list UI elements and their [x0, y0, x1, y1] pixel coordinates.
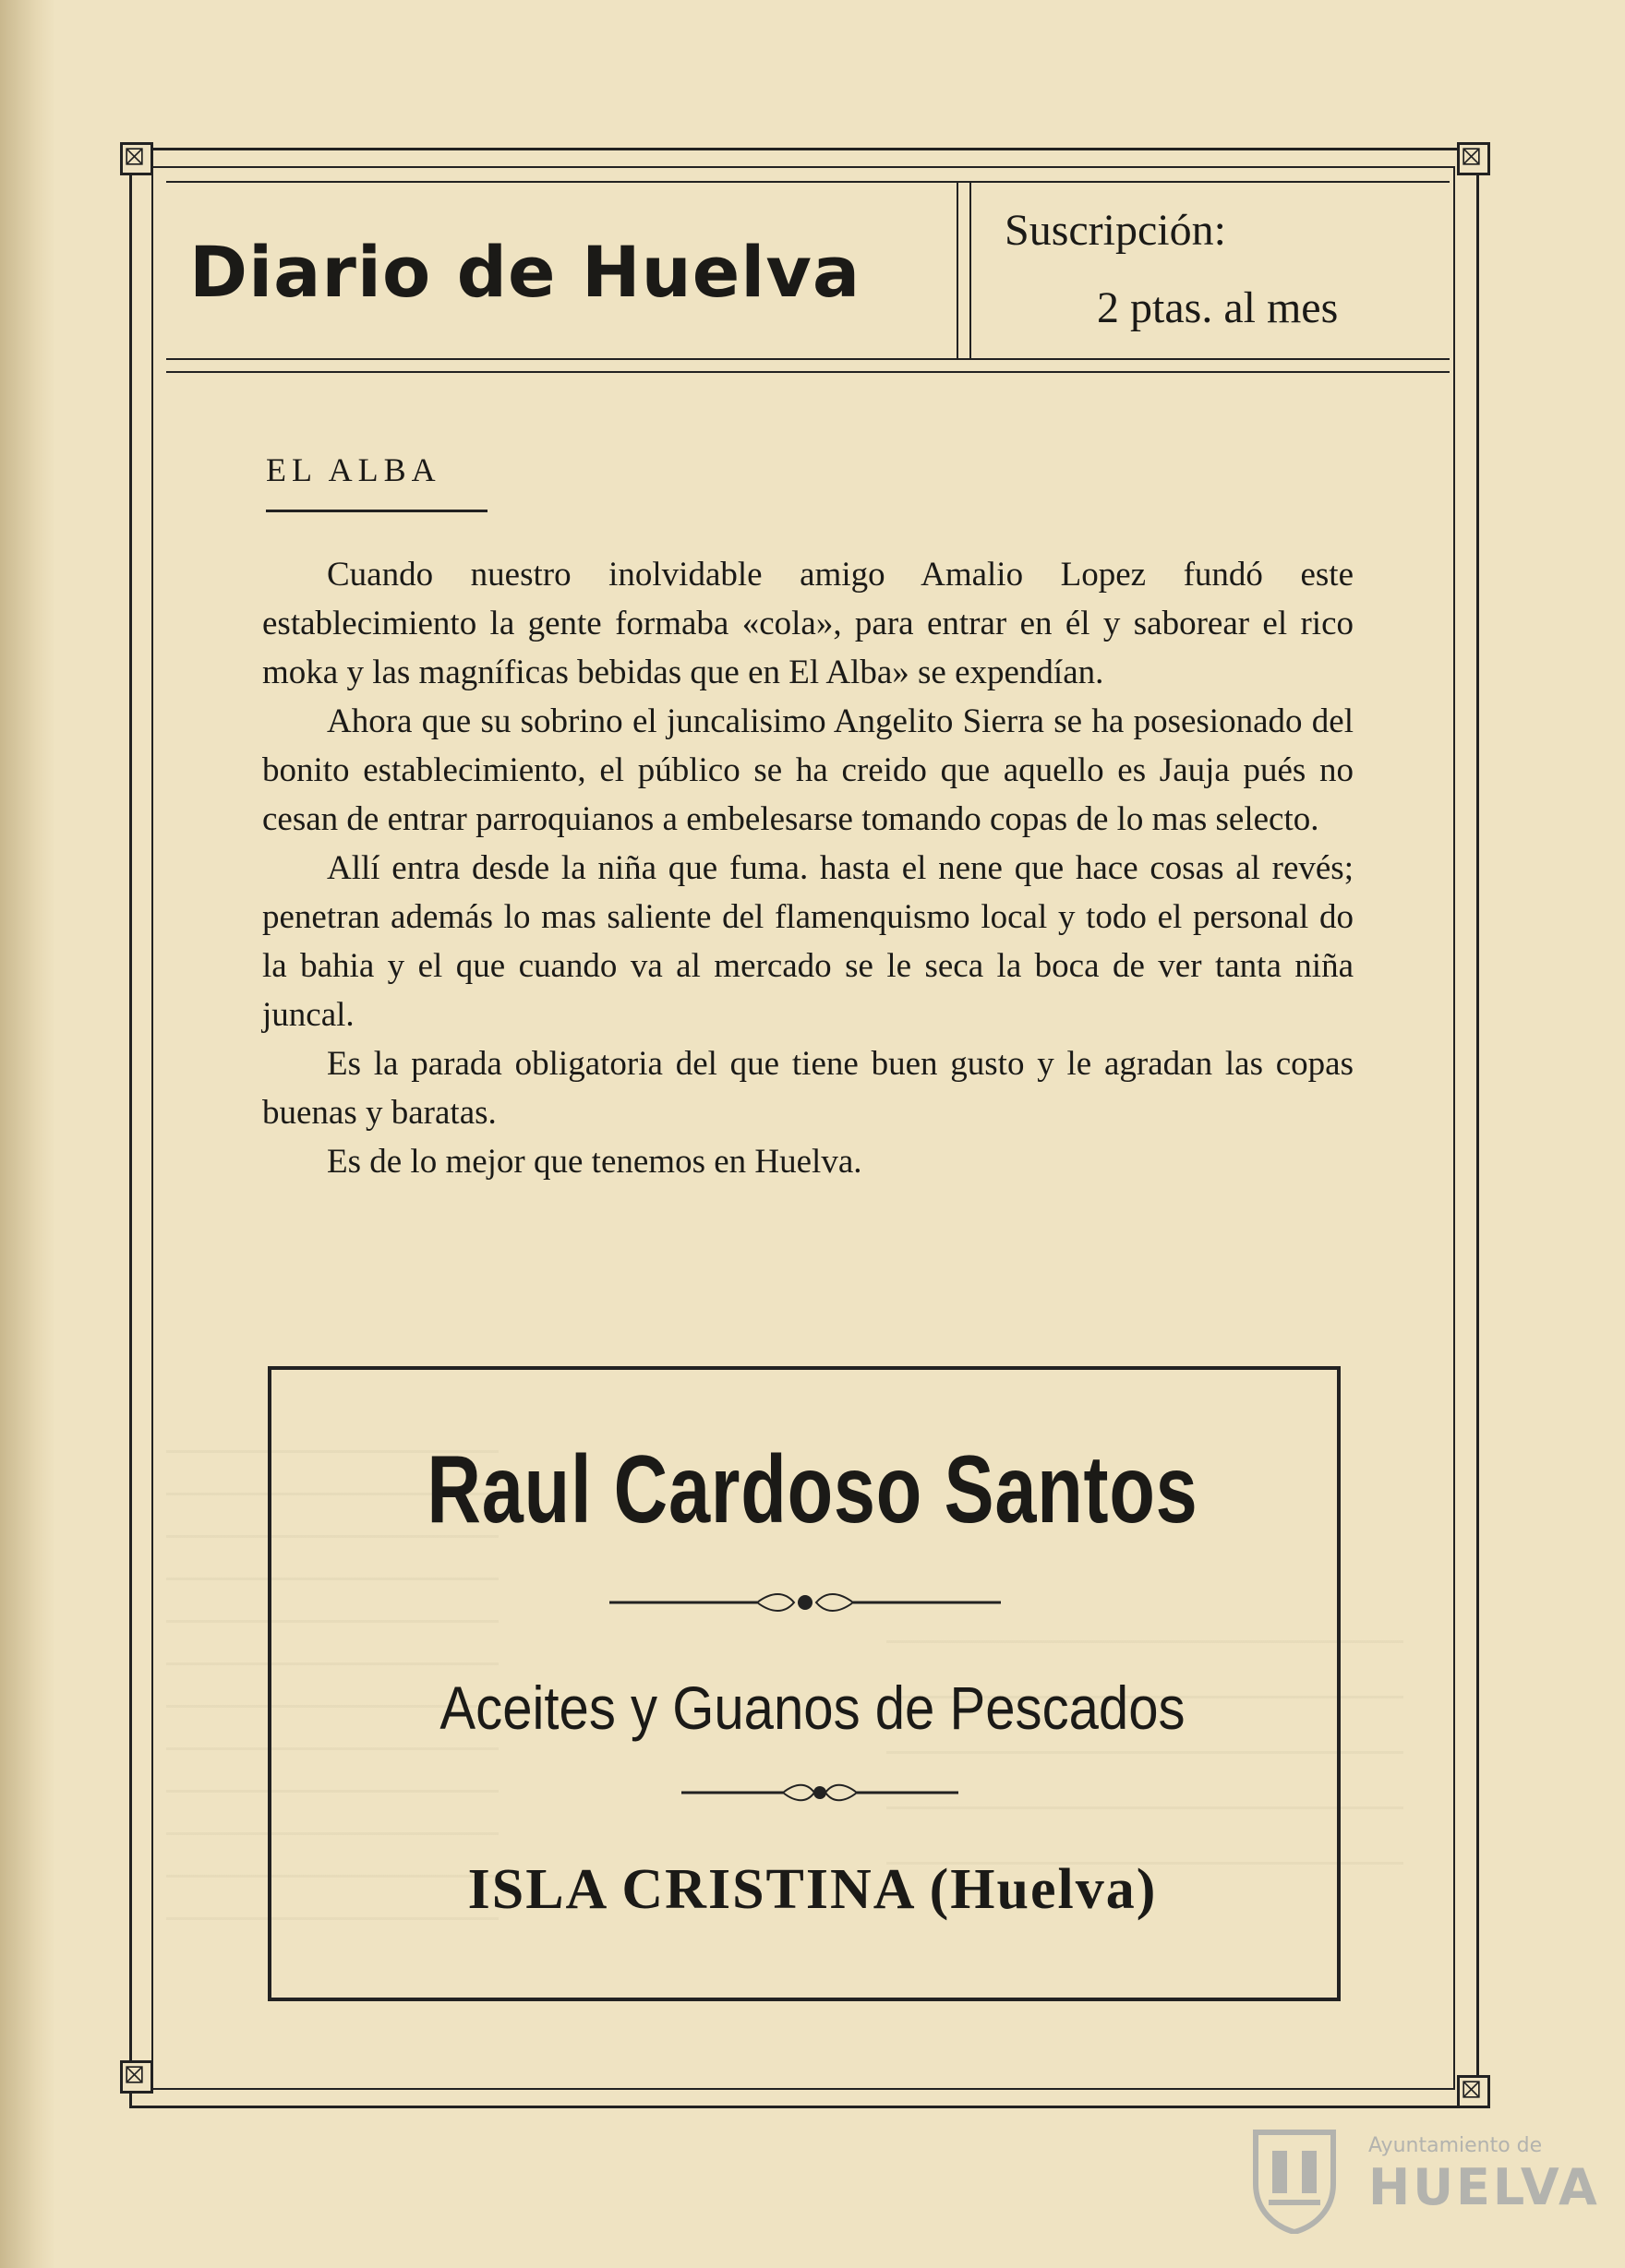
- newspaper-masthead: Diario de Huelva: [189, 231, 861, 313]
- watermark-line-1: Ayuntamiento de: [1368, 2134, 1543, 2157]
- article-title: EL ALBA: [266, 451, 441, 488]
- advertiser-name: Raul Cardoso Santos: [427, 1436, 1198, 1543]
- subscription-label: Suscripción:: [1005, 206, 1226, 255]
- masthead-bottom-rule: [166, 358, 1450, 360]
- article-paragraph: Es de lo mejor que tenemos en Huelva.: [327, 1143, 862, 1181]
- advertiser-location: ISLA CRISTINA (Huelva): [467, 1858, 1158, 1921]
- article-paragraph: Allí entra desde la niña que fuma. hasta el nene que hace cosas al revés; penetran además lo mas saliente del flamenquismo local y todo el personal do la bahia y el que cuando va al mercado se le seca la boca de ver tanta niña juncal.: [262, 849, 1354, 1034]
- article-title-underline: [266, 510, 488, 512]
- masthead-bottom-rule: [166, 371, 1450, 373]
- ornamental-divider-icon: [609, 1586, 1001, 1619]
- page-binding-shadow: [0, 0, 55, 2268]
- subscription-price: 2 ptas. al mes: [1097, 283, 1339, 332]
- advertiser-business: Aceites y Guanos de Pescados: [439, 1674, 1186, 1742]
- corner-ornament-icon: [1457, 142, 1490, 175]
- ornamental-divider-icon: [681, 1776, 958, 1809]
- city-shield-icon: [1250, 2125, 1339, 2234]
- article-paragraph: Ahora que su sobrino el juncalisimo Angelito Sierra se ha posesionado del bonito establecimiento, el público se ha creido que aquello es Jauja pués no cesan de entrar parroquianos a embelesarse tomando copas de lo mas selecto.: [262, 702, 1354, 838]
- article-paragraph: Cuando nuestro inolvidable amigo Amalio Lopez fundó este establecimiento la gente formaba «cola», para entrar en él y saborear el rico moka y las magníficas bebidas que en El Alba» se expendían.: [262, 556, 1354, 691]
- corner-ornament-icon: [120, 142, 153, 175]
- article-body: [262, 550, 1354, 1186]
- corner-ornament-icon: [120, 2060, 153, 2094]
- watermark-line-2: HUELVA: [1368, 2158, 1600, 2216]
- article-paragraph: Es la parada obligatoria del que tiene buen gusto y le agradan las copas buenas y baratas.: [262, 1045, 1354, 1132]
- masthead-top-rule: [166, 181, 1450, 183]
- masthead-divider: [957, 181, 958, 358]
- masthead-divider: [969, 181, 971, 358]
- corner-ornament-icon: [1457, 2075, 1490, 2108]
